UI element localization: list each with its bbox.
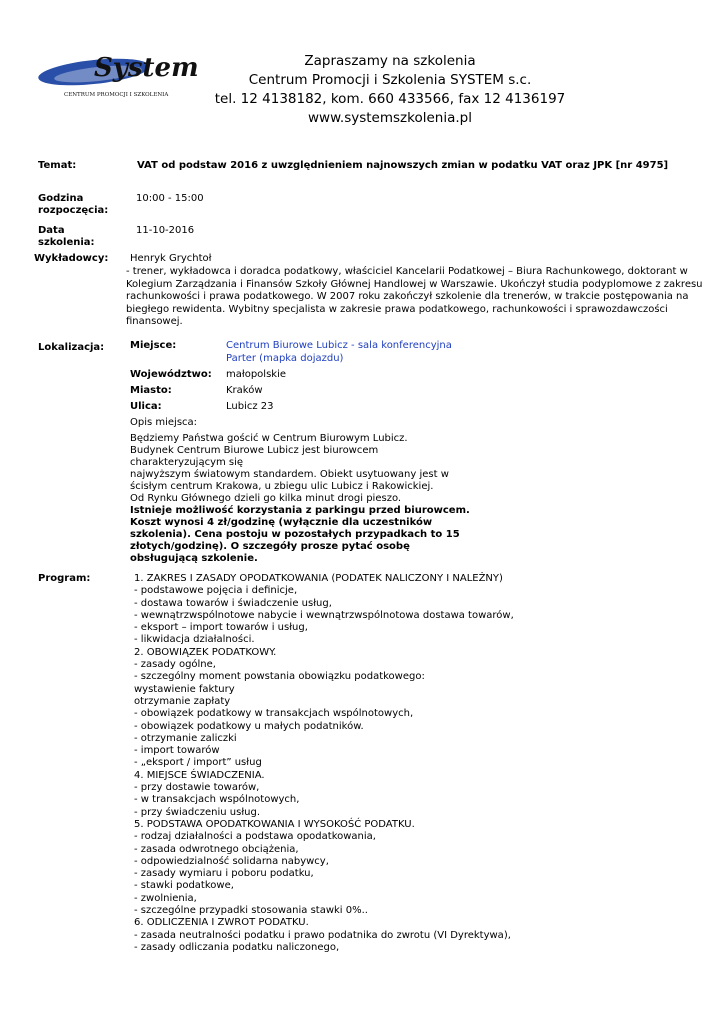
header-company: Centrum Promocji i Szkolenia SYSTEM s.c. bbox=[248, 72, 532, 88]
description-line: Budynek Centrum Biurowe Lubicz jest biurowcem bbox=[130, 445, 379, 456]
lecturer-name: Henryk Grychtoł bbox=[130, 253, 212, 264]
city-value: Kraków bbox=[226, 385, 263, 396]
program-line: - szczególne przypadki stosowania stawki 0%.. bbox=[134, 905, 368, 917]
place-description bbox=[130, 433, 475, 565]
street-label: Ulica: bbox=[130, 401, 162, 412]
page-header bbox=[190, 52, 590, 128]
course-topic: VAT od podstaw 2016 z uwzględnieniem najnowszych zmian w podatku VAT oraz JPK [nr 4975] bbox=[137, 160, 669, 171]
place-label: Miejsce: bbox=[130, 340, 177, 351]
street-value: Lubicz 23 bbox=[226, 401, 274, 412]
program-label: Program: bbox=[38, 573, 91, 584]
city-label: Miasto: bbox=[130, 385, 172, 396]
program-line: - zasady odliczania podatku naliczonego, bbox=[134, 941, 340, 953]
program-line: - obowiązek podatkowy u małych podatników. bbox=[134, 720, 364, 732]
place-description-label: Opis miejsca: bbox=[130, 417, 198, 428]
program-line: 5. PODSTAWA OPODATKOWANIA I WYSOKOŚĆ PODATKU. bbox=[134, 818, 415, 830]
description-line: ścisłym centrum Krakowa, u zbiegu ulic Lubicz i Rakowickiej. bbox=[130, 481, 434, 492]
parking-info-line: szkolenia). Cena postoju w pozostałych przypadkach to 15 bbox=[130, 529, 460, 540]
program-line: - w transakcjach wspólnotowych, bbox=[134, 794, 300, 806]
program-line: - stawki podatkowe, bbox=[134, 880, 234, 892]
date-label-line2: szkolenia: bbox=[38, 237, 95, 248]
system-logo-graphic bbox=[36, 52, 199, 100]
program-line: 1. ZAKRES I ZASADY OPODATKOWANIA (PODATEK NALICZONY I NALEŻNY) bbox=[134, 573, 503, 584]
location-label: Lokalizacja: bbox=[38, 342, 105, 353]
logo-tagline: CENTRUM PROMOCJI I SZKOLENIA bbox=[64, 92, 169, 98]
map-link[interactable]: Parter (mapka dojazdu) bbox=[226, 352, 344, 364]
lecturers-label: Wykładowcy: bbox=[34, 253, 109, 264]
description-line: Będziemy Państwa gościć w Centrum Biurowym Lubicz. bbox=[130, 433, 408, 444]
program-line: - zwolnienia, bbox=[134, 892, 197, 904]
program-line: - zasady wymiaru i poboru podatku, bbox=[134, 868, 314, 880]
voivodeship-label: Województwo: bbox=[130, 369, 212, 380]
company-logo bbox=[36, 52, 199, 100]
program-line: - szczególny moment powstania obowiązku podatkowego: bbox=[134, 671, 425, 683]
program-line: - odpowiedzialność solidarna nabywcy, bbox=[134, 855, 329, 867]
program-line: - eksport – import towarów i usług, bbox=[134, 622, 308, 634]
program-line: - przy dostawie towarów, bbox=[134, 782, 260, 794]
program-line: - podstawowe pojęcia i definicje, bbox=[134, 585, 298, 597]
place-value bbox=[226, 340, 452, 365]
topic-label: Temat: bbox=[38, 160, 77, 171]
program-line: - likwidacja działalności. bbox=[134, 634, 255, 646]
header-website[interactable]: www.systemszkolenia.pl bbox=[308, 110, 472, 126]
program-line: - otrzymanie zaliczki bbox=[134, 732, 237, 744]
program-line: - dostawa towarów i świadczenie usług, bbox=[134, 597, 332, 609]
start-time-label bbox=[38, 193, 108, 217]
program-line: - zasada neutralności podatku i prawo podatnika do zwrotu (VI Dyrektywa), bbox=[134, 929, 511, 941]
description-line: Od Rynku Głównego dzieli go kilka minut drogi pieszo. bbox=[130, 493, 402, 504]
program-line: - zasady ogólne, bbox=[134, 659, 216, 671]
lecturer-bio: - trener, wykładowca i doradca podatkowy, właściciel Kancelarii Podatkowej – Biura Rachunkowego, doktorant w Kolegium Zarządzania i Finansów Szkoły Głównej Handlowej w Warszawie. Ukończył studia podyplomowe z zakresu rachunkowości i prawa podatkowego. W 2007 roku zakończył szkolenie dla trenerów, w trakcie postępowania na biegłego rewidenta. Wybitny specjalista w zakresie prawa podatkowego, rachunkowości i sprawozdawczości finansowej. bbox=[126, 266, 703, 328]
program-list bbox=[134, 573, 694, 954]
program-line: - „eksport / import” usług bbox=[134, 757, 262, 769]
program-line: - import towarów bbox=[134, 745, 220, 757]
start-time-label-line2: rozpoczęcia: bbox=[38, 205, 109, 216]
program-line: - obowiązek podatkowy w transakcjach wspólnotowych, bbox=[134, 708, 414, 720]
program-line: 2. OBOWIĄZEK PODATKOWY. bbox=[134, 646, 277, 658]
date-value: 11-10-2016 bbox=[136, 225, 195, 236]
program-line: 4. MIEJSCE ŚWIADCZENIA. bbox=[134, 769, 265, 781]
voivodeship-value: małopolskie bbox=[226, 369, 287, 380]
program-line: - zasada odwrotnego obciążenia, bbox=[134, 843, 299, 855]
parking-info-line: Koszt wynosi 4 zł/godzinę (wyłącznie dla uczestników bbox=[130, 517, 433, 528]
program-line: - wewnątrzwspólnotowe nabycie i wewnątrzwspólnotowa dostawa towarów, bbox=[134, 609, 514, 621]
program-line: - przy świadczeniu usług. bbox=[134, 806, 261, 818]
description-line: najwyższym światowym standardem. Obiekt usytuowany jest w bbox=[130, 469, 449, 480]
parking-info-line: Istnieje możliwość korzystania z parkingu przed biurowcem. bbox=[130, 505, 470, 516]
place-link[interactable]: Centrum Biurowe Lubicz - sala konferencyjna bbox=[226, 340, 452, 351]
start-time-value: 10:00 - 15:00 bbox=[136, 193, 204, 204]
program-line: wystawienie faktury bbox=[134, 683, 235, 695]
program-line: otrzymanie zapłaty bbox=[134, 695, 231, 707]
date-label bbox=[38, 225, 95, 249]
description-line: charakteryzującym się bbox=[130, 457, 244, 468]
parking-info-line: złotych/godzinę). O szczegóły prosze pytać osobę bbox=[130, 541, 410, 552]
program-line: - rodzaj działalności a podstawa opodatkowania, bbox=[134, 831, 376, 843]
parking-info-line: obsługującą szkolenie. bbox=[130, 553, 258, 564]
program-line: 6. ODLICZENIA I ZWROT PODATKU. bbox=[134, 917, 309, 929]
logo-brand-text: System bbox=[94, 53, 199, 83]
header-invite: Zapraszamy na szkolenia bbox=[304, 53, 476, 69]
header-contact: tel. 12 4138182, kom. 660 433566, fax 12 4136197 bbox=[214, 91, 566, 107]
start-time-label-line1: Godzina bbox=[38, 193, 84, 204]
date-label-line1: Data bbox=[38, 225, 65, 236]
